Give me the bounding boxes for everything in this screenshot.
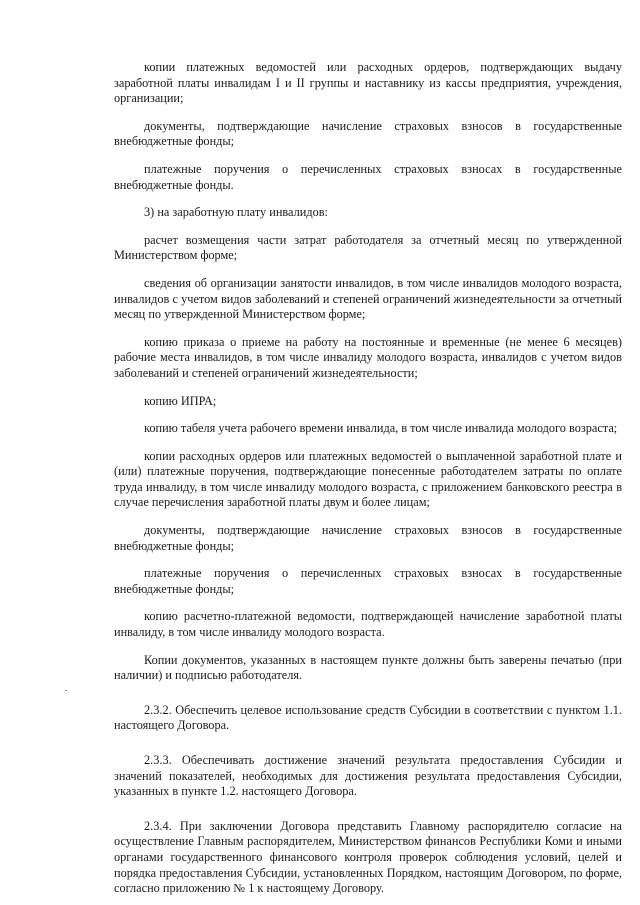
paragraph-timesheet: копию табеля учета рабочего времени инвалида, в том числе инвалида молодого возраста; [144, 421, 618, 436]
paragraph-certification: Копии документов, указанных в настоящем пункте должны быть заверены печатью (при наличии) и подписью работодателя. [114, 652, 622, 683]
paragraph-payment-orders: платежные поручения о перечисленных страховых взносах в государственные внебюджетные фонды. [114, 161, 622, 192]
paragraph-cash-orders: копии расходных ордеров или платежных ведомостей о выплаченной заработной плате и (или) платежные поручения, подтверждающие понесенные работодателем затраты по оплате труда инвалиду, в том числе инвалиду молодого возраста, с приложением банковского реестра в случае перечисления заработной платы двум и более лицам; [114, 448, 622, 510]
paragraph-cost-calculation: расчет возмещения части затрат работодателя за отчетный месяц по утвержденной Министерством форме; [114, 232, 622, 263]
paragraph-ipra: копию ИПРА; [144, 393, 217, 408]
paragraph-clause-2-3-4: 2.3.4. При заключении Договора представить Главному распорядителю согласие на осуществление Главным распорядителем, Министерством финансов Республики Коми и иными органами государственного финансового контроля проверок соблюдения условий, целей и порядка предоставления Субсидии, установленных Порядком, настоящим Договором, по форме, согласно приложению № 1 к настоящему Договору. [114, 818, 622, 896]
paragraph-insurance-docs-2: документы, подтверждающие начисление страховых взносов в государственные внебюджетные фонды; [114, 523, 622, 553]
paragraph-clause-2-3-2: 2.3.2. Обеспечить целевое использование средств Субсидии в соответствии с пунктом 1.1. настоящего Договора. [114, 702, 622, 733]
paragraph-payment-statements: копии платежных ведомостей или расходных ордеров, подтверждающих выдачу заработной платы инвалидам I и II группы и наставнику из кассы предприятия, учреждения, организации; [114, 60, 622, 106]
paragraph-hiring-order: копию приказа о приеме на работу на постоянные и временные (не менее 6 месяцев) рабочие места инвалидов, в том числе инвалиду молодого возраста, инвалидов с учетом видов заболеваний и степеней ограничений жизнедеятельности; [114, 334, 622, 380]
scan-speck [65, 690, 67, 691]
paragraph-employment-info: сведения об организации занятости инвалидов, в том числе инвалидов молодого возраста, инвалидов с учетом видов заболеваний и степеней ограничений жизнедеятельности за отчетный месяц по утвержденной Министерством форме; [114, 275, 622, 322]
paragraph-clause-2-3-3: 2.3.3. Обеспечивать достижение значений результата предоставления Субсидии и значений показателей, необходимых для достижения результата предоставления Субсидии, указанных в пункте 1.2. настоящего Договора. [114, 753, 622, 799]
document-body [114, 60, 622, 897]
paragraph-payroll-statement: копию расчетно-платежной ведомости, подтверждающей начисление заработной платы инвалиду, в том числе инвалиду молодого возраста. [114, 609, 622, 640]
paragraph-section-3: 3) на заработную плату инвалидов: [144, 205, 328, 220]
paragraph-insurance-docs: документы, подтверждающие начисление страховых взносов в государственные внебюджетные фонды; [114, 118, 622, 149]
paragraph-payment-orders-2: платежные поручения о перечисленных страховых взносах в государственные внебюджетные фонды; [114, 566, 622, 596]
